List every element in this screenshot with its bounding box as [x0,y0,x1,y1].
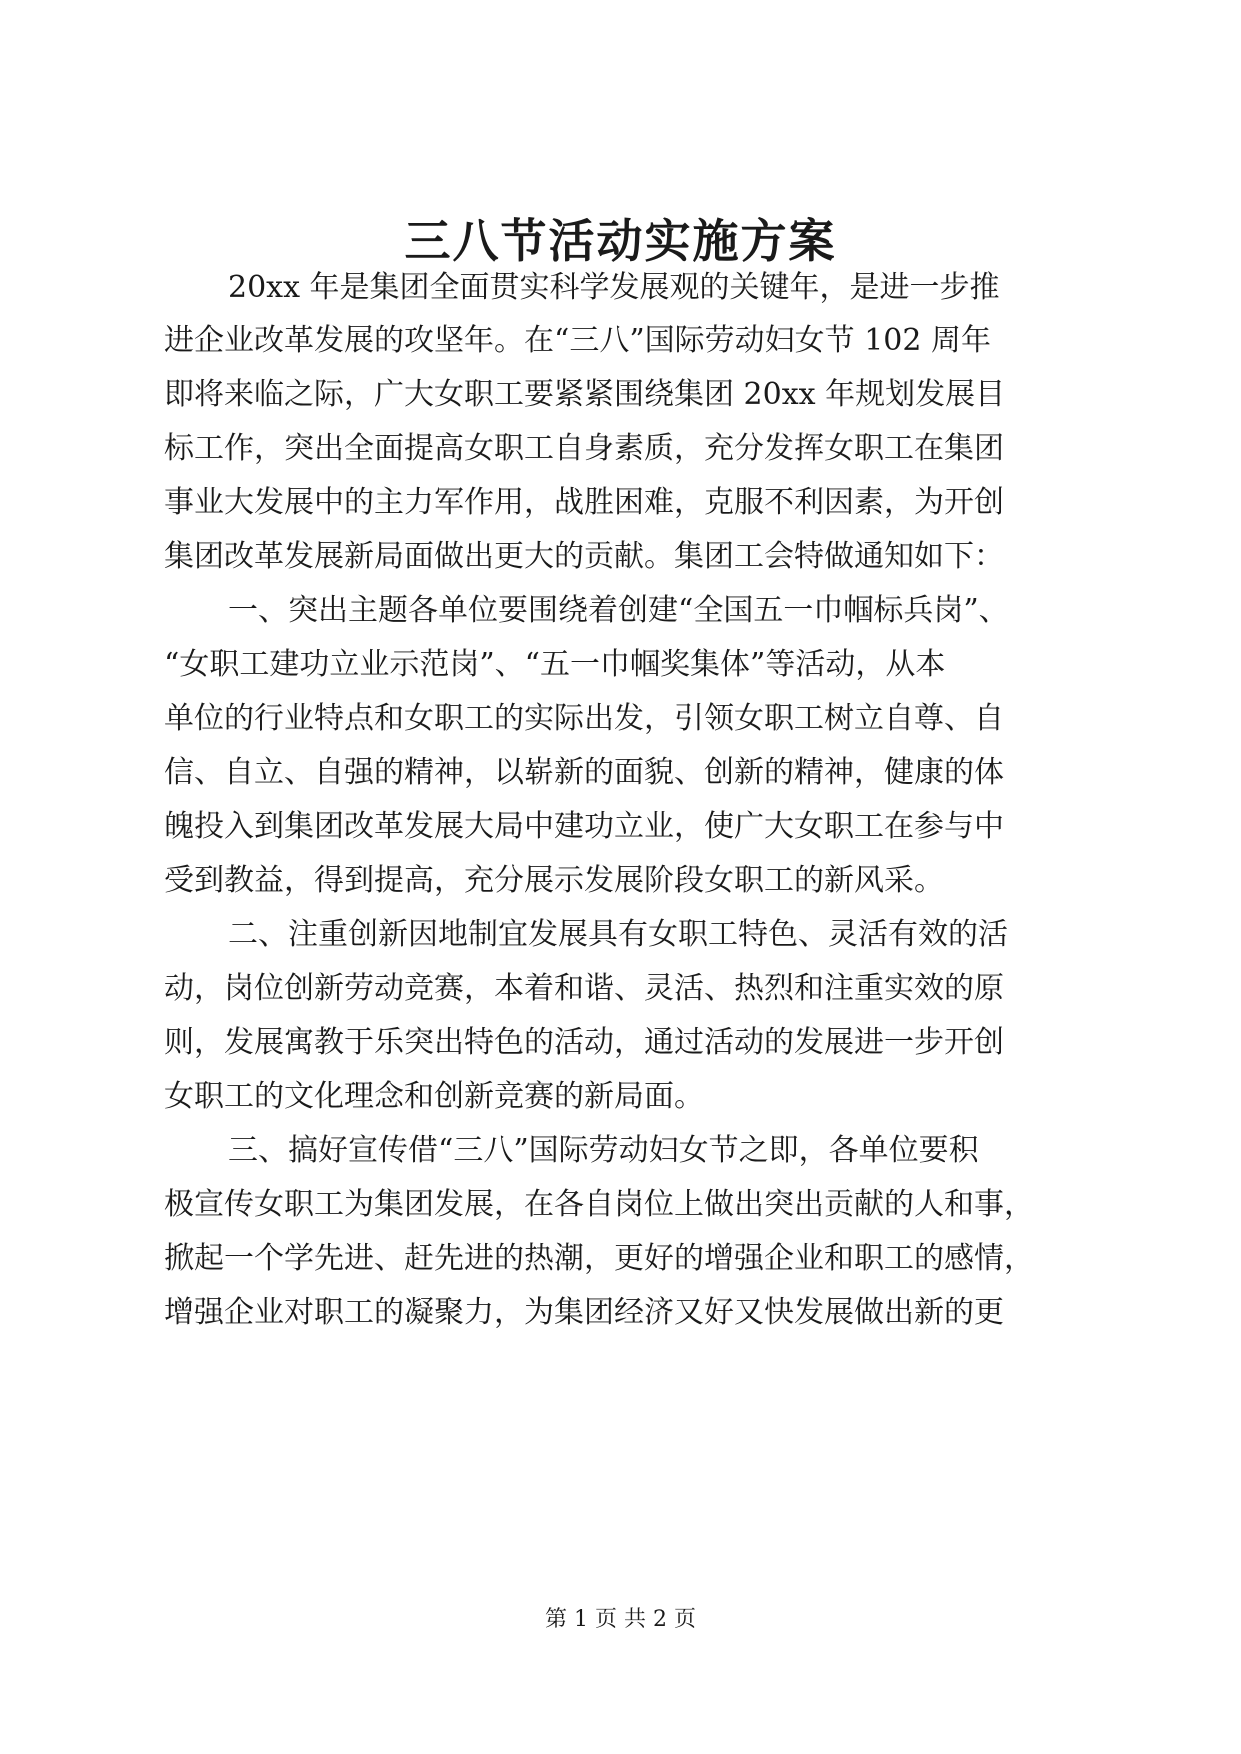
body-line: 三、搞好宣传借“三八”国际劳动妇女节之即，各单位要积 [228,1133,979,1168]
body-line: 魄投入到集团改革发展大局中建功立业，使广大女职工在参与中 [164,809,1004,844]
body-line: 掀起一个学先进、赶先进的热潮，更好的增强企业和职工的感情， [164,1241,1034,1276]
body-line: 20xx 年是集团全面贯实科学发展观的关键年，是进一步推 [228,270,1000,305]
body-line: 则，发展寓教于乐突出特色的活动，通过活动的发展进一步开创 [164,1025,1004,1060]
body-line: 单位的行业特点和女职工的实际出发，引领女职工树立自尊、自 [164,701,1004,736]
body-line: 即将来临之际，广大女职工要紧紧围绕集团 20xx 年规划发展目 [164,377,1006,412]
body-line: 动，岗位创新劳动竞赛，本着和谐、灵活、热烈和注重实效的原 [164,971,1004,1006]
body-line: 极宣传女职工为集团发展，在各自岗位上做出突出贡献的人和事， [164,1187,1034,1222]
body-line: 一、突出主题各单位要围绕着创建“全国五一巾帼标兵岗”、 [228,593,1009,628]
body-line: 事业大发展中的主力军作用，战胜困难，克服不利因素，为开创 [164,485,1004,520]
body-line: 信、自立、自强的精神，以崭新的面貌、创新的精神，健康的体 [164,755,1004,790]
page-number-footer: 第 1 页 共 2 页 [545,1607,696,1632]
body-line: 女职工的文化理念和创新竞赛的新局面。 [164,1079,704,1114]
body-line: 增强企业对职工的凝聚力，为集团经济又好又快发展做出新的更 [164,1295,1004,1330]
body-line: “女职工建功立业示范岗”、“五一巾帼奖集体”等活动，从本 [164,647,946,682]
body-line: 标工作，突出全面提高女职工自身素质，充分发挥女职工在集团 [164,431,1004,466]
body-line: 集团改革发展新局面做出更大的贡献。集团工会特做通知如下： [164,539,1004,574]
body-line: 二、注重创新因地制宜发展具有女职工特色、灵活有效的活 [228,917,1008,952]
body-line: 进企业改革发展的攻坚年。在“三八”国际劳动妇女节 102 周年 [164,323,992,358]
body-line: 受到教益，得到提高，充分展示发展阶段女职工的新风采。 [164,863,944,898]
document-title: 三八节活动实施方案 [404,214,837,268]
